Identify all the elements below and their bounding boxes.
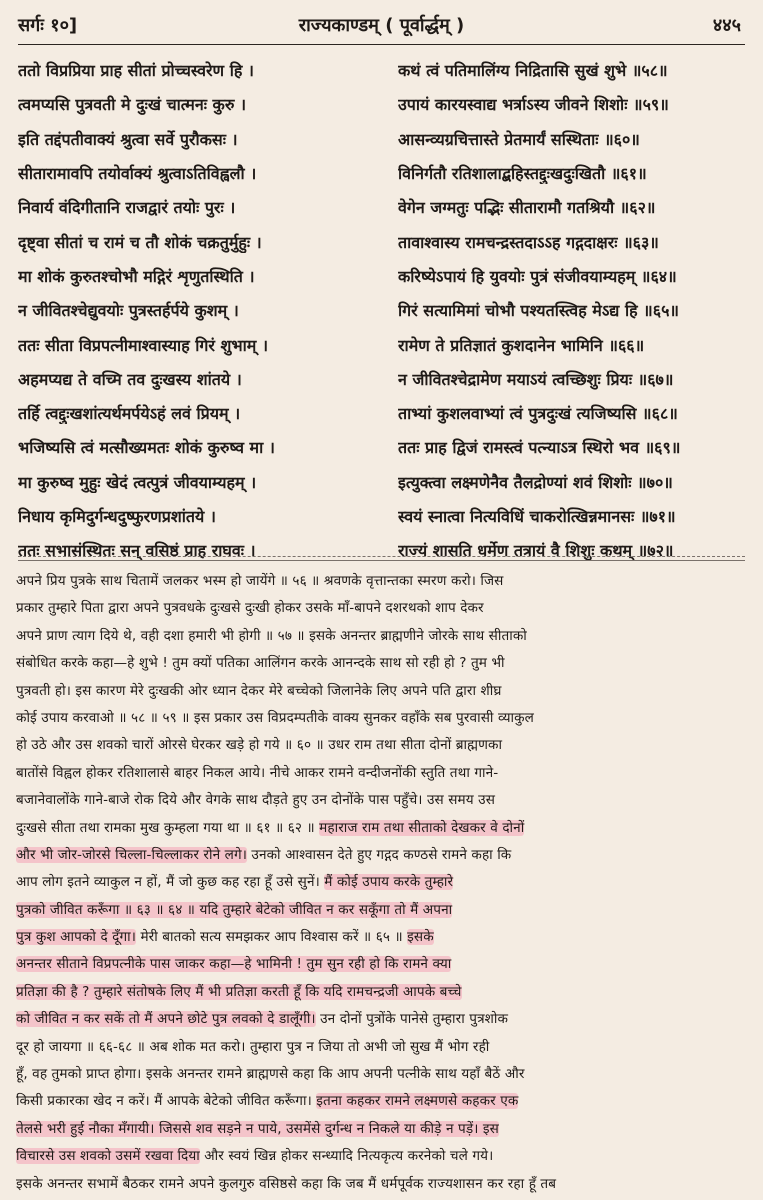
text-segment: उनको आश्वासन देते हुए गद्गद कण्ठसे रामने कहा कि: [246, 846, 512, 863]
translation-line: [16, 897, 747, 924]
translation-line: [16, 979, 747, 1006]
verse-second-half: न जीवितश्चेद्रामेण मयाऽयं त्वच्छिशुः प्रियः ॥६७॥: [398, 369, 674, 389]
translation-line: [16, 732, 747, 759]
text-segment: आप लोग इतने व्याकुल न हों, मैं जो कुछ कह रहा हूँ उसे सुनें।: [16, 874, 325, 891]
verse-first-half: त्वमप्यसि पुत्रवती मे दुःखं चात्मनः कुरु ।: [18, 95, 247, 115]
verse-second-half: राज्यं शासति धर्मेण तत्रायं वै शिशुः कथम् ॥७२॥: [398, 541, 674, 561]
verse-first-half: ततः सीता विप्रपत्नीमाश्वास्याह गिरं शुभाम् ।: [18, 335, 269, 355]
verse-row: [18, 465, 745, 499]
verse-second-half: आसन्व्यग्रचित्तास्ते प्रेतमार्यं सस्थिताः ॥६०॥: [398, 129, 640, 149]
translation-line: [16, 1006, 747, 1033]
text-segment: अपने प्रिय पुत्रके साथ चितामें जलकर भस्म हो जायेंगे ॥ ५६ ॥ श्रवणके वृत्तान्तका स्मरण करो। जिस: [16, 573, 504, 589]
verse-second-half: कथं त्वं पतिमालिंग्य निद्रितासि सुखं शुभे ॥५८॥: [398, 61, 668, 81]
verse-row: [18, 362, 745, 396]
translation-line: [16, 623, 747, 650]
page-header: [18, 8, 745, 42]
text-segment: पुत्रवती हो। इस कारण मेरे दुःखकी ओर ध्यान देकर मेरे बच्चेको जिलानेके लिए अपने पति द्वारा शीघ्र: [16, 682, 502, 699]
translation-line: [16, 568, 747, 595]
verse-second-half: ततः प्राह द्विजं रामस्त्वं पत्न्याऽत्र स्थिरो भव ॥६९॥: [398, 438, 681, 458]
verse-first-half: सीतारामावपि तयोर्वाक्यं श्रुत्वाऽतिविह्वलौ ।: [18, 164, 257, 184]
translation-line: [16, 1171, 747, 1198]
verse-row: [18, 293, 745, 327]
verse-row: [18, 224, 745, 258]
hindi-translation: [16, 568, 747, 1198]
highlighted-text: पुत्र कुश आपको दे दूँगा।: [16, 929, 137, 946]
translation-line: [16, 705, 747, 732]
highlighted-text: तेलसे भरी हुई नौका मँगायी। जिससे शव सड़ने न पाये, उसमेंसे दुर्गन्ध न निकले या कीड़े न पड़ें। इस: [16, 1120, 499, 1137]
highlighted-text: प्रतिज्ञा की है ? तुम्हारे संतोषके लिए मैं भी प्रतिज्ञा करती हूँ कि यदि रामचन्द्रजी आपके बच्चे: [16, 983, 462, 1000]
translation-line: [16, 760, 747, 787]
verse-first-half: मा कुरुष्व मुहुः खेदं त्वत्पुत्रं जीवयाम्यहम् ।: [18, 472, 257, 492]
section-divider-line: [18, 560, 745, 561]
text-segment: अपने प्राण त्याग दिये थे, वही दशा हमारी भी होगी ॥ ५७ ॥ इसके अनन्तर ब्राह्मणीने जोरके साथ सीताको: [16, 627, 527, 644]
text-segment: बातोंसे विह्वल होकर रतिशालासे बाहर निकल आये। नीचे आकर रामने वन्दीजनोंकी स्तुति तथा गाने-: [16, 764, 499, 781]
text-segment: हूँ, वह तुमको प्राप्त होगा। इसके अनन्तर रामने ब्राह्मणसे कहा कि आप अपनी पत्नीके साथ यहाँ बैठें और: [16, 1066, 525, 1083]
verse-row: [18, 87, 745, 121]
text-segment: दूर हो जायगा ॥ ६६-६८ ॥ अब शोक मत करो। तुम्हारा पुत्र न जिया तो अभी जो सुख मैं भोग रही: [16, 1038, 490, 1055]
verse-second-half: विनिर्गतौ रतिशालाद्बहिस्तद्दुःखदुःखितौ ॥६१॥: [398, 164, 647, 184]
highlighted-text: पुत्रको जीवित करूँगा ॥ ६३ ॥ ६४ ॥ यदि तुम्हारे बेटेको जीवित न कर सकूँगा तो मैं अपना: [16, 901, 453, 918]
translation-line: [16, 1061, 747, 1088]
verse-row: [18, 190, 745, 224]
verse-second-half: इत्युक्त्वा लक्ष्मणेनैव तैलद्रोण्यां शवं शिशोः ॥७०॥: [398, 472, 673, 492]
verse-first-half: दृष्ट्वा सीतां च रामं च तौ शोकं चक्रतुर्मुहुः ।: [18, 232, 262, 252]
translation-line: [16, 595, 747, 622]
verse-first-half: निवार्य वंदिगीतानि राजद्वारं तयोः पुरः ।: [18, 198, 236, 218]
verse-first-half: मा शोकं कुरुतश्चोभौ मद्गिरं शृणुतस्थिति ।: [18, 266, 255, 286]
verse-first-half: अहमप्यद्य ते वच्मि तव दुःखस्य शांतये ।: [18, 369, 242, 389]
text-segment: हो उठे और उस शवको चारों ओरसे घेरकर खड़े हो गये ॥ ६० ॥ उधर राम तथा सीता दोनों ब्राह्मणका: [16, 737, 503, 754]
text-segment: मेरी बातको सत्य समझकर आप विश्वास करें ॥ ६५ ॥: [136, 929, 408, 946]
verse-row: [18, 396, 745, 430]
text-segment: संबोधित करके कहा—हे शुभे ! तुम क्यों पतिका आलिंगन करके आनन्दके साथ सो रही हो ? तुम भी: [16, 655, 505, 672]
verse-first-half: ततो विप्रप्रिया प्राह सीतां प्रोच्चस्वरेण हि ।: [18, 61, 254, 81]
verse-second-half: तावाश्वास्य रामचन्द्रस्तदाऽऽह गद्गदाक्षरः ॥६३॥: [398, 232, 659, 252]
highlighted-text: विचारसे उस शवको उसमें रखवा दिया: [16, 1148, 200, 1165]
highlighted-text: महाराज राम तथा सीताको देखकर वे दोनों: [319, 819, 525, 836]
highlighted-text: अनन्तर सीताने विप्रपत्नीके पास जाकर कहा—हे भामिनी ! तुम सुन रही हो कि रामने क्या: [16, 956, 452, 973]
verse-first-half: भजिष्यसि त्वं मत्सौख्यमतः शोकं कुरुष्व मा ।: [18, 438, 275, 458]
verse-second-half: रामेण ते प्रतिज्ञातं कुशदानेन भामिनि ॥६६॥: [398, 335, 645, 355]
translation-line: [16, 1116, 747, 1143]
highlighted-text: इसके: [407, 929, 434, 946]
verse-first-half: निधाय कृमिदुर्गन्धदुष्फुरणप्रशांतये ।: [18, 507, 216, 526]
text-segment: इसके अनन्तर सभामें बैठकर रामने अपने कुलगुरु वसिष्ठसे कहा कि जब मैं धर्मपूर्वक राज्यशासन कर रहा हूँ तब: [16, 1175, 557, 1192]
translation-line: [16, 951, 747, 978]
verse-second-half: करिष्येऽपायं हि युवयोः पुत्रं संजीवयाम्यहम् ॥६४॥: [398, 266, 677, 286]
translation-line: [16, 869, 747, 896]
translation-line: [16, 787, 747, 814]
verse-row: [18, 430, 745, 464]
translation-line: [16, 842, 747, 869]
text-segment: प्रकार तुम्हारे पिता द्वारा अपने पुत्रवधके दुःखसे दुःखी होकर उसके माँ-बापने दशरथको शाप देकर: [16, 600, 484, 617]
verse-row: [18, 122, 745, 156]
translation-line: [16, 924, 747, 951]
text-segment: किसी प्रकारका खेद न करें। मैं आपके बेटेको जीवित करूँगा।: [16, 1093, 317, 1110]
translation-line: [16, 815, 747, 842]
verse-second-half: गिरं सत्यामिमां चोभौ पश्यतस्त्विह मेऽद्य हि ॥६५॥: [398, 301, 679, 321]
highlighted-text: को जीवित न कर सकें तो मैं अपने छोटे पुत्र लवको दे डालूँगी।: [16, 1011, 316, 1028]
verse-row: [18, 499, 745, 533]
verse-second-half: उपायं कारयस्वाद्य भर्त्राऽस्य जीवने शिशोः ॥५९॥: [398, 95, 669, 115]
text-segment: उन दोनों पुत्रोंके पानेसे तुम्हारा पुत्रशोक: [315, 1011, 509, 1028]
verse-second-half: ताभ्यां कुशलवाभ्यां त्वं पुत्रदुःखं त्यजिष्यसि ॥६८॥: [398, 404, 678, 424]
text-segment: कोई उपाय करवाओ ॥ ५८ ॥ ५९ ॥ इस प्रकार उस विप्रदम्पतीके वाक्य सुनकर वहाँके सब पुरवासी व्याकुल: [16, 709, 534, 726]
highlighted-text: इतना कहकर रामने लक्ष्मणसे कहकर एक: [316, 1093, 519, 1110]
sanskrit-verses: [18, 53, 745, 567]
page-number: ४४५: [712, 15, 741, 36]
verse-second-half: वेगेन जग्मतुः पद्भिः सीतारामौ गतश्रियौ ॥६२॥: [398, 198, 656, 218]
page-title: राज्यकाण्डम् ( पूर्वार्द्धम् ): [298, 15, 465, 36]
text-segment: और स्वयं खिन्न होकर सन्ध्यादि नित्यकृत्य करनेको चले गये।: [199, 1148, 494, 1165]
verse-first-half: तर्हि त्वद्दुःखशांत्यर्थमर्पयेऽहं लवं प्रियम् ।: [18, 404, 241, 424]
verse-first-half: इति तद्दंपतीवाक्यं श्रुत्वा सर्वे पुरौकसः ।: [18, 129, 238, 149]
highlighted-text: मैं कोई उपाय करके तुम्हारे: [324, 874, 454, 891]
verse-first-half: ततः सभासंस्थितः सन् वसिष्ठं प्राह राघवः ।: [18, 541, 256, 561]
verse-row: [18, 259, 745, 293]
translation-line: [16, 1034, 747, 1061]
translation-line: [16, 678, 747, 705]
translation-line: [16, 1088, 747, 1115]
translation-line: [16, 650, 747, 677]
text-segment: दुःखसे सीता तथा रामका मुख कुम्हला गया था ॥ ६१ ॥ ६२ ॥: [16, 819, 320, 836]
verse-second-half: स्वयं स्नात्वा नित्यविधिं चाकरोत्खिन्नमानसः ॥७१॥: [398, 507, 676, 526]
verse-row: [18, 327, 745, 361]
verse-first-half: न जीवितश्चेद्युवयोः पुत्रस्तर्हर्पये कुशम् ।: [18, 301, 239, 321]
header-rule: [18, 44, 745, 45]
verse-row: [18, 533, 745, 567]
text-segment: बजानेवालोंके गाने-बाजे रोक दिये और वेगके साथ दौड़ते हुए उन दोनोंके पास पहुँचे। उस समय उस: [16, 792, 496, 809]
verse-row: [18, 53, 745, 87]
section-divider: [18, 556, 745, 557]
translation-line: [16, 1143, 747, 1170]
verse-row: [18, 156, 745, 190]
chapter-marker: सर्गः १०]: [18, 15, 78, 36]
highlighted-text: और भी जोर-जोरसे चिल्ला-चिल्लाकर रोने लगे।: [16, 846, 247, 863]
